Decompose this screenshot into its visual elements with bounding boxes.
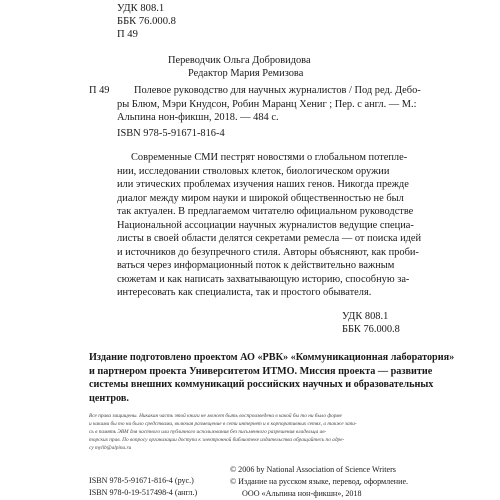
annotation-line: ваться через информационный поток к действительно важным <box>117 260 395 271</box>
legal-notice-line: су mylib@alpina.ru <box>89 445 132 451</box>
sponsor-statement-line: и партнером проекта Университетом ИТМО. Миссия проекта — развитие <box>89 365 433 377</box>
bbk-code-top: ББК 76.000.8 <box>117 16 176 27</box>
udk-code-top: УДК 808.1 <box>117 3 165 14</box>
annotation-line: листы в своей области делятся секретами ремесла — от поиска идей <box>117 233 422 244</box>
legal-notice-line: Все права защищены. Никакая часть этой книги не может быть воспроизведена в какой бы то ни было форме <box>89 413 342 419</box>
annotation-line: диалог между миром науки и широкой общественностью не был <box>117 192 404 204</box>
annotation-line: интересовать как специалиста, так и простого обывателя. <box>117 287 372 298</box>
translator-credit: Переводчик Ольга Добровидова <box>168 55 311 66</box>
copyright-original: © 2006 by National Association of Science Writers <box>230 465 396 474</box>
udk-code-bottom: УДК 808.1 <box>342 311 389 322</box>
annotation-line: сюжетам и как написать захватывающую историю, способную за- <box>117 273 410 285</box>
copyright-translation: © Издание на русском языке, перевод, оформление. <box>230 477 409 486</box>
bibliographic-entry: Полевое руководство для научных журналистов / Под ред. Дебо- <box>134 85 421 96</box>
annotation-line: Современные СМИ пестрят новостями о глобальном потепле- <box>131 152 408 163</box>
isbn-line: ISBN 978-5-91671-816-4 <box>117 128 225 139</box>
copyright-publisher: ООО «Альпина нон-фикшн», 2018 <box>242 489 362 498</box>
legal-notice-line: сь в память ЭВМ для частного или публичного использования без письменного разрешения владельца ав- <box>89 429 327 435</box>
editor-credit: Редактор Мария Ремизова <box>188 68 304 79</box>
annotation-line: или этических проблемах изучения наших генов. Никогда прежде <box>117 179 409 190</box>
legal-notice-line: и какими бы то ни было средствами, включая размещение в сети интернет и в корпоративных сетях, а также запи- <box>89 421 357 427</box>
author-mark-top: П 49 <box>117 29 138 40</box>
annotation-line: и источников до безупречного стиля. Авторы объясняют, как проби- <box>117 246 419 258</box>
isbn-english: ISBN 978-0-19-517498-4 (англ.) <box>89 488 198 497</box>
sponsor-statement-line: центров. <box>89 392 129 404</box>
bibliographic-entry-line-3: Альпина нон-фикшн, 2018. — 484 с. <box>117 112 279 123</box>
bbk-code-bottom: ББК 76.000.8 <box>342 324 400 335</box>
sponsor-statement-line: Издание подготовлено проектом АО «РВК» «Коммуникационная лаборатория» <box>89 352 455 363</box>
legal-notice-line: торских прав. По вопросу организации доступа к электронной библиотеке издательства обращайтесь по адре- <box>89 437 345 443</box>
catalog-mark: П 49 <box>89 85 110 96</box>
sponsor-statement-line: системы внешних коммуникаций российских научных и образовательных <box>89 379 434 390</box>
annotation-line: так актуален. В предлагаемом читателю официальном руководстве <box>117 206 414 217</box>
bibliographic-entry-line-2: ры Блюм, Мэри Кнудсон, Робин Маранц Хениг ; Пер. с англ. — М.: <box>117 98 417 110</box>
isbn-russian: ISBN 978-5-91671-816-4 (рус.) <box>89 476 194 485</box>
annotation-line: Национальной ассоциации научных журналистов ведущие специа- <box>117 219 414 231</box>
annotation-line: нии, исследовании стволовых клеток, биологическом оружии <box>117 165 390 177</box>
